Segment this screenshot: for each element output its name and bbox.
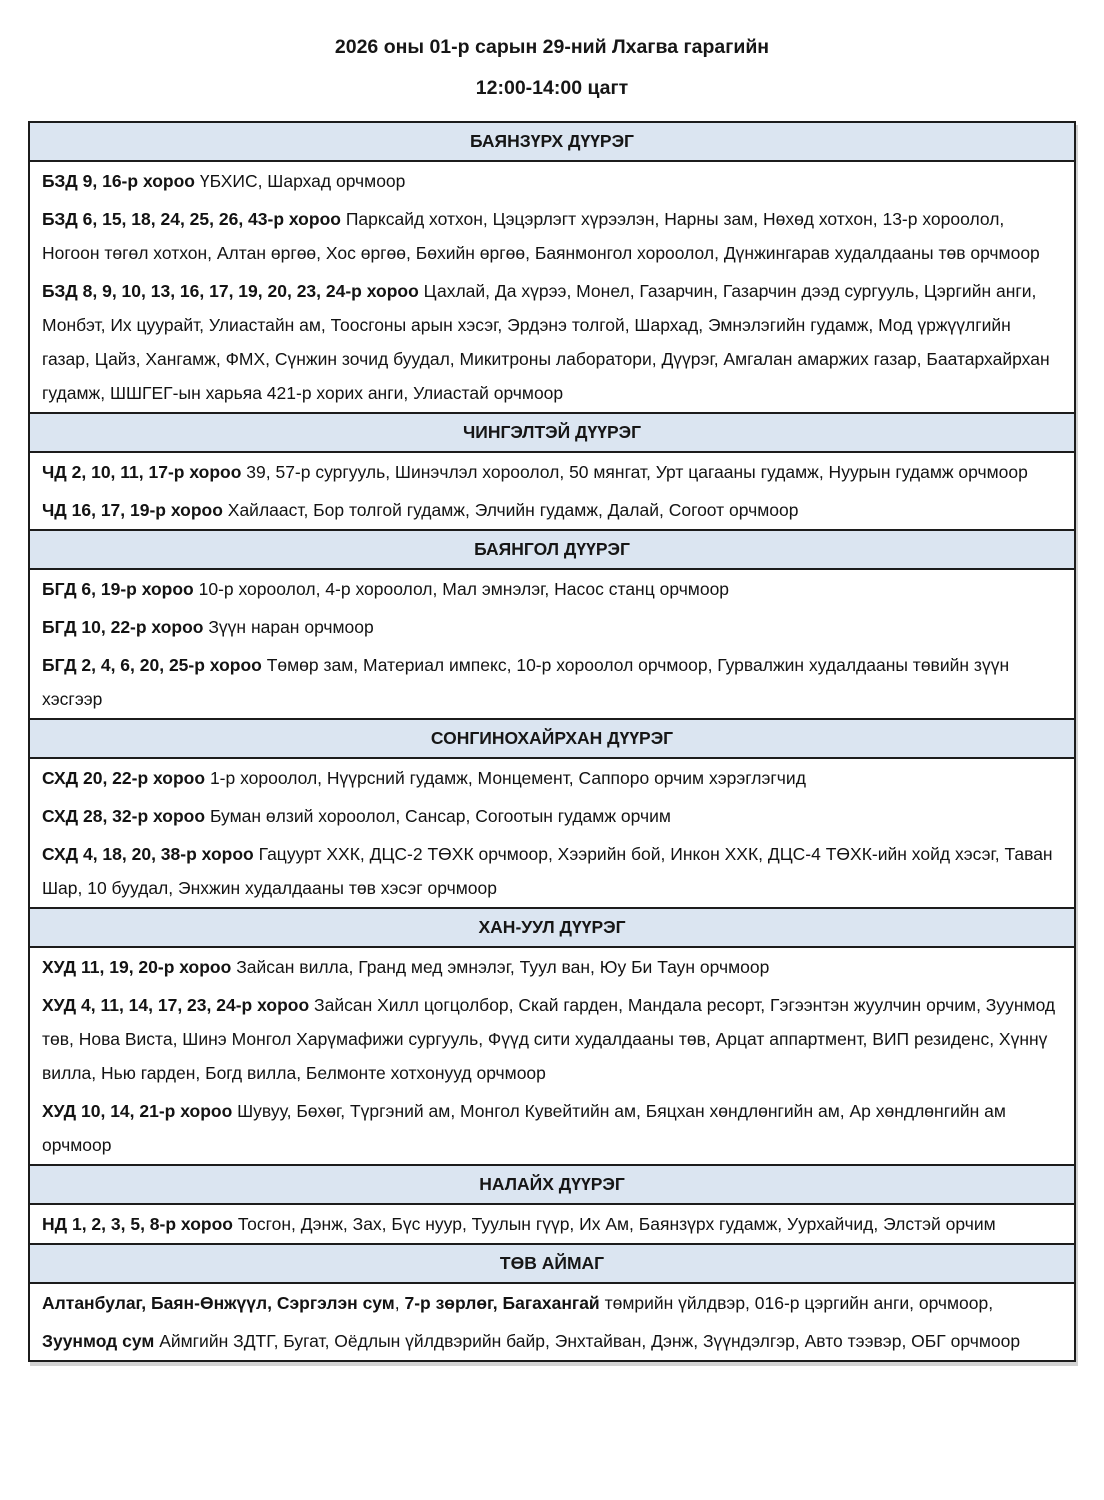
outage-area-row xyxy=(30,1284,1074,1322)
district-section xyxy=(30,1164,1074,1243)
district-section-header: СОНГИНОХАЙРХАН ДҮҮРЭГ xyxy=(30,718,1074,759)
area-list: Парксайд хотхон, Цэцэрлэгт хүрээлэн, Нарны зам, Нөхөд хотхон, 13-р хороолол, Ногоон төгөл хотхон, Алтан өргөө, Хос өргөө, Бөхийн өргөө, Баянмонгол хороолол, Дүнжингарав худалдааны төв орчмоор xyxy=(42,208,1040,263)
area-list: төмрийн үйлдвэр, 016-р цэргийн анги, орчмоор, xyxy=(599,1292,994,1313)
outage-area-row xyxy=(30,986,1074,1092)
area-list: Зүүн наран орчмоор xyxy=(203,616,374,637)
area-list: Аймгийн ЗДТГ, Бугат, Оёдлын үйлдвэрийн байр, Энхтайван, Дэнж, Зүүндэлгэр, Авто тээвэр, ОБГ орчмоор xyxy=(154,1330,1021,1351)
outage-area-row xyxy=(30,1205,1074,1243)
outage-area-row xyxy=(30,491,1074,529)
outage-area-row xyxy=(30,200,1074,272)
khoroo-prefix: БЗД 8, 9, 10, 13, 16, 17, 19, 20, 23, 24-р хороо xyxy=(42,280,419,301)
khoroo-prefix: БЗД 6, 15, 18, 24, 25, 26, 43-р хороо xyxy=(42,208,341,229)
khoroo-prefix: БЗД 9, 16-р хороо xyxy=(42,170,195,191)
district-section xyxy=(30,123,1074,412)
area-list: Буман өлзий хороолол, Сансар, Согоотын гудамж орчим xyxy=(205,805,671,826)
district-section-header: ХАН-УУЛ ДҮҮРЭГ xyxy=(30,907,1074,948)
outage-table xyxy=(28,121,1076,1362)
area-list: Зайсан вилла, Гранд мед эмнэлэг, Туул ван, Юу Би Таун орчмоор xyxy=(231,956,770,977)
document-title-date: 2026 оны 01-р сарын 29-ний Лхагва гарагийн xyxy=(334,36,770,58)
khoroo-prefix: СХД 28, 32-р хороо xyxy=(42,805,206,826)
district-section-header: ТӨВ АЙМАГ xyxy=(30,1243,1074,1284)
outage-area-row xyxy=(30,162,1074,200)
area-list: Цахлай, Да хүрээ, Монел, Газарчин, Газарчин дээд сургууль, Цэргийн анги, Монбэт, Их цуурайт, Улиастайн ам, Тоосгоны арын хэсэг, Эрдэнэ толгой, Шархад, Эмнэлэгийн гудамж, Мод үржүүлгийн газар, Цайз, Хангамж, ФМХ, Сүнжин зочид буудал, Микитроны лаборатори, Дүүрэг, Амгалан амаржих газар, Баатархайрхан гудамж, ШШГЕГ-ын харьяа 421-р хорих анги, Улиастай орчмоор xyxy=(42,280,1050,403)
document-title-time: 12:00-14:00 цагт xyxy=(475,77,629,100)
district-section-header: ЧИНГЭЛТЭЙ ДҮҮРЭГ xyxy=(30,412,1074,453)
district-section-header: БАЯНЗҮРХ ДҮҮРЭГ xyxy=(30,123,1074,162)
area-list: Тосгон, Дэнж, Зах, Бүс нуур, Туулын гүүр, Их Ам, Баянзүрх гудамж, Уурхайчид, Элстэй орчим xyxy=(232,1213,996,1234)
area-list: Хайлааст, Бор толгой гудамж, Элчийн гудамж, Далай, Согоот орчмоор xyxy=(222,499,799,520)
outage-area-row xyxy=(30,608,1074,646)
district-section xyxy=(30,1243,1074,1360)
area-list: ҮБХИС, Шархад орчмоор xyxy=(195,170,406,191)
district-section xyxy=(30,529,1074,718)
outage-area-row xyxy=(30,646,1074,718)
outage-area-row xyxy=(30,797,1074,835)
area-list: Шувуу, Бөхөг, Түргэний ам, Монгол Кувейтийн ам, Бяцхан хөндлөнгийн ам, Ар хөндлөнгийн ам орчмоор xyxy=(42,1100,1006,1155)
outage-area-row xyxy=(30,835,1074,907)
khoroo-prefix: СХД 4, 18, 20, 38-р хороо xyxy=(42,843,254,864)
khoroo-prefix: ХУД 10, 14, 21-р хороо xyxy=(42,1100,233,1121)
outage-area-row xyxy=(30,272,1074,412)
khoroo-prefix: ХУД 11, 19, 20-р хороо xyxy=(42,956,232,977)
khoroo-prefix: СХД 20, 22-р хороо xyxy=(42,767,206,788)
khoroo-prefix: Алтанбулаг, Баян-Өнжүүл, Сэргэлэн сум xyxy=(42,1292,395,1313)
outage-area-row xyxy=(30,759,1074,797)
area-list: Гацуурт ХХК, ДЦС-2 ТӨХК орчмоор, Хээрийн бой, Инкон ХХК, ДЦС-4 ТӨХК-ийн хойд хэсэг, Таван Шар, 10 буудал, Энхжин худалдааны төв хэсэг орчмоор xyxy=(42,843,1053,898)
district-section xyxy=(30,412,1074,529)
area-list: , xyxy=(394,1292,405,1313)
district-section xyxy=(30,907,1074,1164)
outage-area-row xyxy=(30,948,1074,986)
area-list: 39, 57-р сургууль, Шинэчлэл хороолол, 50 мянгат, Урт цагааны гудамж, Нуурын гудамж орчмоор xyxy=(241,461,1028,482)
outage-area-row xyxy=(30,570,1074,608)
area-list: Зайсан Хилл цогцолбор, Скай гарден, Мандала ресорт, Гэгээнтэн жуулчин орчим, Зуунмод төв, Нова Виста, Шинэ Монгол Харүмафижи сургууль, Фүүд сити худалдааны төв, Арцат аппартмент, ВИП резиденс, Хүннү вилла, Нью гарден, Богд вилла, Белмонте хотхонууд орчмоор xyxy=(42,994,1056,1083)
khoroo-prefix: БГД 6, 19-р хороо xyxy=(42,578,194,599)
area-list: Төмөр зам, Материал импекс, 10-р хороолол орчмоор, Гурвалжин худалдааны төвийн зүүн хэсгээр xyxy=(42,654,1010,709)
khoroo-prefix: Багахангай xyxy=(502,1292,600,1313)
khoroo-prefix: БГД 10, 22-р хороо xyxy=(42,616,204,637)
district-section-header: БАЯНГОЛ ДҮҮРЭГ xyxy=(30,529,1074,570)
khoroo-prefix: 7-р зөрлөг, xyxy=(404,1292,503,1313)
khoroo-prefix: ЧД 16, 17, 19-р хороо xyxy=(42,499,223,520)
khoroo-prefix: ХУД 4, 11, 14, 17, 23, 24-р хороо xyxy=(42,994,310,1015)
district-section-header: НАЛАЙХ ДҮҮРЭГ xyxy=(30,1164,1074,1205)
outage-area-row xyxy=(30,453,1074,491)
khoroo-prefix: НД 1, 2, 3, 5, 8-р хороо xyxy=(42,1213,233,1234)
area-list: 10-р хороолол, 4-р хороолол, Мал эмнэлэг, Насос станц орчмоор xyxy=(193,578,730,599)
khoroo-prefix: Зуунмод сум xyxy=(42,1330,155,1351)
outage-area-row xyxy=(30,1092,1074,1164)
outage-area-row xyxy=(30,1322,1074,1360)
khoroo-prefix: БГД 2, 4, 6, 20, 25-р хороо xyxy=(42,654,262,675)
khoroo-prefix: ЧД 2, 10, 11, 17-р хороо xyxy=(42,461,242,482)
area-list: 1-р хороолол, Нүүрсний гудамж, Монцемент, Саппоро орчим хэрэглэгчид xyxy=(205,767,806,788)
district-section xyxy=(30,718,1074,907)
